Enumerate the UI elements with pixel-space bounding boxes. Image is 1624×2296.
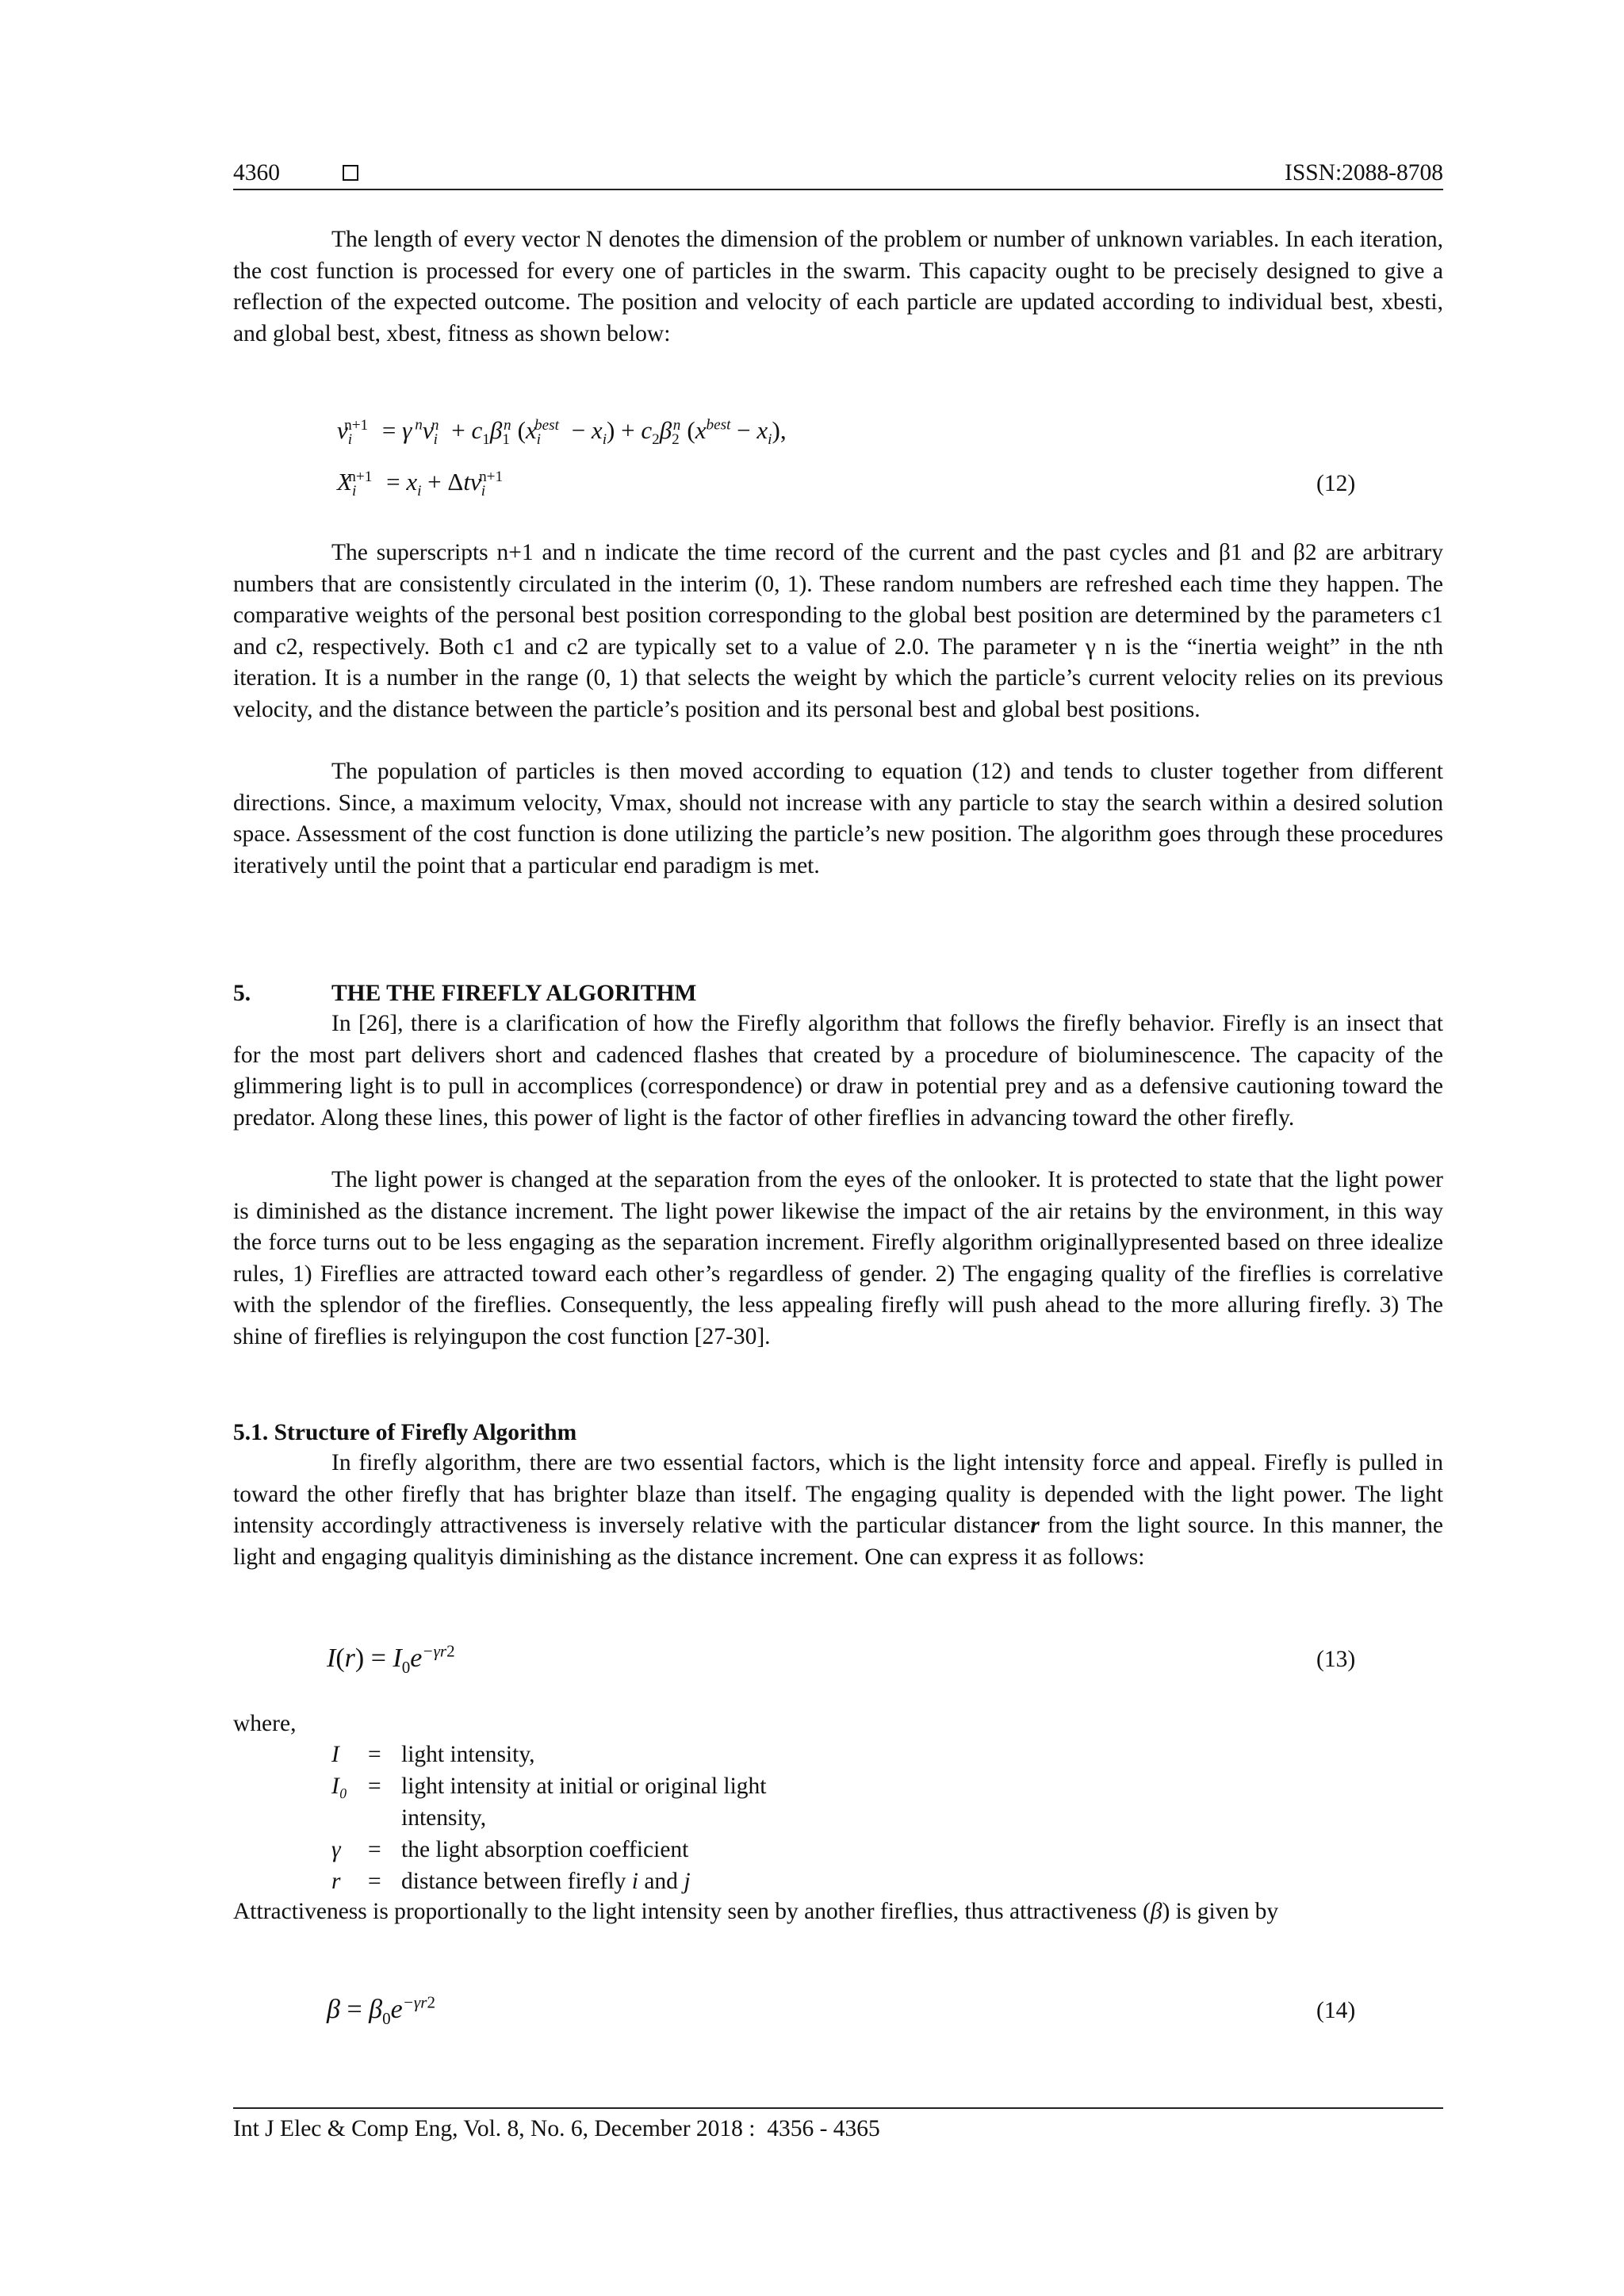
page-number: 4360 bbox=[233, 160, 280, 186]
structure-text-before: In firefly algorithm, there are two essential factors, which is the light intensity force and appeal. Firefly is pulled in toward the other firefly that has brighter blaze than itself. The engaging quality is depended with the light power. The light intensity accordingly attractiveness is inversely relative with the particular distance bbox=[233, 1450, 1443, 1538]
paragraph-light-power: The light power is changed at the separation from the eyes of the onlooker. It is protected to state that the light power is diminished as the distance increment. The light power likewise the impact of the air retains by the environment, in this way the force turns out to be less engaging as the separation increment. Firefly algorithm originallypresented based on three idealize rules, 1) Fireflies are attracted toward each other’s regardless of gender. 2) The engaging quality of the fireflies is correlative with the splendor of the fireflies. Consequently, the less appealing firefly will push ahead to the more alluring firefly. 3) The shine of fireflies is relyingupon the cost function [27-30]. bbox=[233, 1167, 1443, 1349]
definition-symbol: γ bbox=[331, 1837, 341, 1862]
equation-13-number: (13) bbox=[1316, 1647, 1356, 1672]
definition-equals: = bbox=[368, 1742, 381, 1767]
subsection-5-1-title: 5.1. Structure of Firefly Algorithm bbox=[233, 1420, 577, 1445]
definition-equals: = bbox=[368, 1869, 381, 1894]
equation-12-number: (12) bbox=[1316, 471, 1356, 496]
definition-row bbox=[331, 1739, 887, 1770]
definition-symbol: r bbox=[331, 1869, 341, 1894]
section-5-number: 5. bbox=[233, 981, 251, 1006]
definition-equals: = bbox=[368, 1774, 381, 1799]
definition-row bbox=[331, 1770, 887, 1834]
structure-text-after: from the light source. In this manner, the light and engaging qualityis diminishing as the distance increment. One can express it as follows: bbox=[233, 1513, 1443, 1570]
where-label: where, bbox=[233, 1711, 297, 1736]
equation-14: $\beta = \beta_0e^{-\gamma r2}$ bbox=[327, 1992, 435, 2028]
definition-text: the light absorption coefficient bbox=[401, 1837, 689, 1862]
box-symbol-icon bbox=[343, 165, 358, 181]
definition-text: light intensity at initial or original light bbox=[401, 1774, 767, 1799]
definition-row bbox=[331, 1866, 887, 1897]
definition-equals: = bbox=[368, 1837, 381, 1862]
definition-row bbox=[331, 1834, 887, 1866]
definition-text: light intensity, bbox=[401, 1742, 535, 1767]
equation-13: $I(r) = I_0e^{-\gamma r2}$ bbox=[327, 1641, 455, 1677]
paragraph-superscripts: The superscripts n+1 and n indicate the time record of the current and the past cycles and β1 and β2 are arbitrary numbers that are consistently circulated in the interim (0, 1). These random numbers are refreshed each time they happen. The comparative weights of the personal best position corresponding to the global best position are determined by the parameters c1 and c2, respectively. Both c1 and c2 are typically set to a value of 2.0. The parameter γ n is the “inertia weight” in the nth iteration. It is a number in the range (0, 1) that selects the weight by which the particle’s current velocity relies on its previous velocity, and the distance between the particle’s position and its personal best and global best positions. bbox=[233, 540, 1443, 722]
equation-14-number: (14) bbox=[1316, 1998, 1356, 2023]
definition-text-continued: intensity, bbox=[401, 1805, 487, 1831]
paragraph-firefly-intro: In [26], there is a clarification of how the Firefly algorithm that follows the firefly behavior. Firefly is an insect that for the most part delivers short and cadenced flashes that created by a procedure of bioluminescence. The capacity of the glimmering light is to pull in accomplices (correspondence) or draw in potential prey and as a defensive cautioning toward the predator. Along these lines, this power of light is the factor of other fireflies in advancing toward the other firefly. bbox=[233, 1011, 1443, 1131]
definition-symbol: I₀ bbox=[331, 1774, 348, 1799]
paragraph-population: The population of particles is then moved according to equation (12) and tends to cluster together from different directions. Since, a maximum velocity, Vmax, should not increase with any particle to stay the search within a desired solution space. Assessment of the cost function is done utilizing the particle’s new position. The algorithm goes through these procedures iteratively until the point that a particular end paradigm is met. bbox=[233, 759, 1443, 878]
section-5-title: THE THE FIREFLY ALGORITHM bbox=[331, 981, 697, 1006]
paragraph-structure bbox=[233, 1448, 1443, 1573]
header-rule bbox=[233, 189, 1443, 190]
variable-beta: β bbox=[1150, 1899, 1162, 1924]
definition-text: distance between firefly i and j bbox=[401, 1869, 691, 1894]
equation-12-line-1: $v_i^{n+1} = \gamma$ $^nv_i^n + c_1\beta_1^n$ $(x_i^{best} - x_i) + c_2\beta_2^n$ $(x^{best} - x_i)$, bbox=[337, 416, 787, 449]
paragraph-vector-length: The length of every vector N denotes the dimension of the problem or number of unknown variables. In each iteration, the cost function is processed for every one of particles in the swarm. This capacity ought to be precisely designed to give a reflection of the expected outcome. The position and velocity of each particle are updated according to individual best, xbesti, and global best, xbest, fitness as shown below: bbox=[233, 227, 1443, 346]
paragraph-attractiveness: Attractiveness is proportionally to the light intensity seen by another fireflies, thus attractiveness (β) is given by bbox=[233, 1899, 1279, 1924]
equation-12-line-2: $X_i^{n+1} = x_i + \Delta tv_i^{n+1}$ bbox=[337, 468, 504, 500]
footer-rule bbox=[233, 2107, 1443, 2109]
footer-citation: Int J Elec & Comp Eng, Vol. 8, No. 6, December 2018 : 4356 - 4365 bbox=[233, 2116, 880, 2141]
definition-symbol: I bbox=[331, 1742, 339, 1767]
issn: ISSN:2088-8708 bbox=[1285, 160, 1443, 186]
variable-r: r bbox=[1030, 1513, 1040, 1538]
